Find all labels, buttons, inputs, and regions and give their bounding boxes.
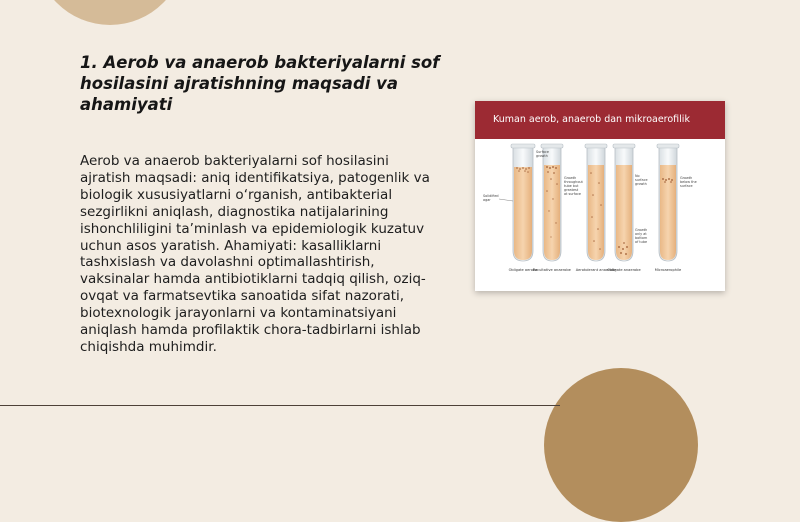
test-tubes-svg	[475, 139, 725, 291]
tube-label-5: Microaerophile	[654, 268, 682, 272]
svg-text:at surface: at surface	[564, 192, 582, 196]
tube-facultative-anaerobe	[541, 144, 563, 261]
tube-label-3: Aerotolerant anaerobe	[575, 268, 617, 272]
decorative-circle-bottom	[544, 368, 698, 522]
svg-text:of tube: of tube	[635, 240, 648, 244]
svg-text:No: No	[635, 174, 640, 178]
tube-label-2: Facultative anaerobe	[533, 268, 571, 272]
decorative-circle-top	[35, 0, 185, 25]
tube-aerotolerant-anaerobe	[585, 144, 607, 261]
svg-text:Growth: Growth	[564, 176, 577, 180]
tube-microaerophile	[657, 144, 679, 261]
svg-text:growth: growth	[635, 182, 647, 186]
svg-text:growth: growth	[536, 154, 548, 158]
svg-text:surface: surface	[680, 184, 693, 188]
svg-text:throughout: throughout	[564, 180, 583, 184]
decorative-divider-line	[0, 405, 560, 406]
tube-label-1: Obligate aerobe	[508, 268, 538, 272]
oxygen-requirement-figure	[475, 101, 725, 291]
svg-text:Growth: Growth	[635, 228, 648, 232]
figure-heading: Kuman aerob, anaerob dan mikroaerofilik	[475, 101, 725, 139]
svg-text:agar: agar	[483, 198, 491, 202]
tube-obligate-aerobe	[511, 144, 535, 261]
svg-text:below the: below the	[680, 180, 697, 184]
slide-title: 1. Aerob va anaerob bakteriyalarni sof hosilasini ajratishning maqsadi va ahamiyati	[80, 53, 440, 114]
tube-label-4: Obligate anaerobe	[607, 268, 641, 272]
tube-obligate-anaerobe	[613, 144, 635, 261]
svg-text:greatest: greatest	[564, 188, 579, 192]
svg-text:tube but: tube but	[564, 184, 579, 188]
svg-text:Growth: Growth	[680, 176, 693, 180]
svg-text:bottom: bottom	[635, 236, 648, 240]
svg-text:surface: surface	[635, 178, 648, 182]
svg-text:only at: only at	[635, 232, 647, 236]
annotation-surface-growth: Surface	[536, 150, 549, 154]
svg-text:Solidified: Solidified	[483, 194, 499, 198]
test-tubes-illustration	[475, 139, 725, 291]
slide-body-text: Aerob va anaerob bakteriyalarni sof hosilasini ajratish maqsadi: aniq identifikatsiya, patogenlik va biologik xususiyatlarni o‘rganish, antibakterial sezgirlikni aniqlash, diagnostika natijalarining ishonchliligini ta’minlash va epidemiologik kuzatuv uchun asos yaratish. Ahamiyati: kasalliklarni tashxislash va davolashni optimallashtirish, vaksinalar hamda antibiotiklarni tadqiq qilish, oziq-ovqat va farmatsevtika sanoatida sifat nazorati, biotexnologik jarayonlarni va kontaminatsiyani aniqlash hamda profilaktik chora-tadbirlarni ishlab chiqishda muhimdir.	[80, 153, 430, 355]
